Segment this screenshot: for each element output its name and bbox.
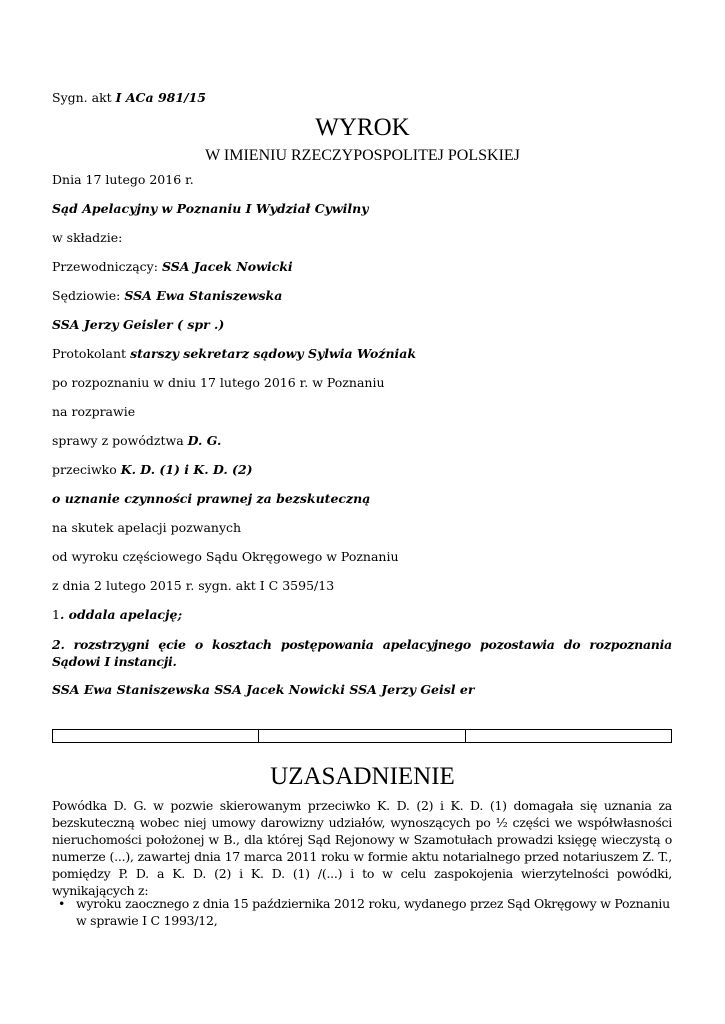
bullet-icon: • — [58, 896, 66, 911]
document-subtitle: W IMIENIU RZECZYPOSPOLITEJ POLSKIEJ — [205, 147, 520, 164]
judge-name: SSA Ewa Staniszewska — [124, 288, 283, 303]
signature-table — [52, 729, 672, 743]
judgment-date-line: z dnia 2 lutego 2015 r. sygn. akt I C 3595/13 — [52, 578, 335, 593]
reasons-title: UZASADNIENIE — [270, 763, 455, 790]
list-item — [58, 895, 672, 929]
signature-cell — [259, 730, 465, 743]
judge-name-2: SSA Jerzy Geisler ( spr .) — [52, 317, 225, 332]
signature-cell — [53, 730, 259, 743]
plaintiff-name: D. G. — [187, 433, 222, 448]
chair-line: Przewodniczący: SSA Jacek Nowicki — [52, 259, 293, 274]
chair-name: SSA Jacek Nowicki — [161, 259, 293, 274]
hearing-line: po rozpoznaniu w dniu 17 lutego 2016 r. w Poznaniu — [52, 375, 385, 390]
reasons-paragraph: Powódka D. G. w pozwie skierowanym przeciwko K. D. (2) i K. D. (1) domagała się uznania za bezskuteczną wobec niej umowy darowizny udziałów, wynoszących po ½ części we współwłasności nieruchomości położonej w B., dla której Sąd Rejonowy w Szamotułach prowadzi księgę wieczystą o numerze (...), zawartej dnia 17 marca 2011 roku w formie aktu notarialnego przed notariuszem Z. T., pomiędzy P. D. a K. D. (2) i K. D. (1) /(...) i to w celu zaspokojenia wierzytelności powódki, wynikających z: — [52, 798, 672, 898]
judgment-date: Dnia 17 lutego 2016 r. — [52, 172, 194, 187]
list-item-text: wyroku zaocznego z dnia 15 października 2012 roku, wydanego przez Sąd Okręgowy w Poznaniu w sprawie I C 1993/12, — [76, 896, 670, 928]
case-number: I ACa 981/15 — [115, 90, 207, 105]
ruling-1: 1. oddala apelację; — [52, 607, 183, 622]
appeal-line: na skutek apelacji pozwanych — [52, 520, 242, 535]
composition-label: w składzie: — [52, 230, 123, 245]
signature-cell — [465, 730, 671, 743]
signatures-line: SSA Ewa Staniszewska SSA Jacek Nowicki SSA Jerzy Geisl er — [52, 682, 475, 697]
document-title: WYROK — [315, 114, 410, 141]
judges-line: Sędziowie: SSA Ewa Staniszewska — [52, 288, 283, 303]
case-subject: o uznanie czynności prawnej za bezskuteczną — [52, 491, 371, 506]
court-name: Sąd Apelacyjny w Poznaniu I Wydział Cywilny — [52, 201, 369, 216]
session-line: na rozprawie — [52, 404, 136, 419]
defendants-line: przeciwko K. D. (1) i K. D. (2) — [52, 462, 253, 477]
defendants-names: K. D. (1) i K. D. (2) — [120, 462, 253, 477]
case-signature: Sygn. akt I ACa 981/15 — [52, 90, 207, 105]
plaintiff-line: sprawy z powództwa D. G. — [52, 433, 222, 448]
judgment-from-line: od wyroku częściowego Sądu Okręgowego w Poznaniu — [52, 549, 399, 564]
clerk-name: starszy sekretarz sądowy Sylwia Woźniak — [130, 346, 417, 361]
ruling-2: 2. rozstrzygni ęcie o kosztach postępowania apelacyjnego pozostawia do rozpoznania Sądowi I instancji. — [52, 637, 672, 669]
clerk-line: Protokolant starszy sekretarz sądowy Sylwia Woźniak — [52, 346, 417, 361]
